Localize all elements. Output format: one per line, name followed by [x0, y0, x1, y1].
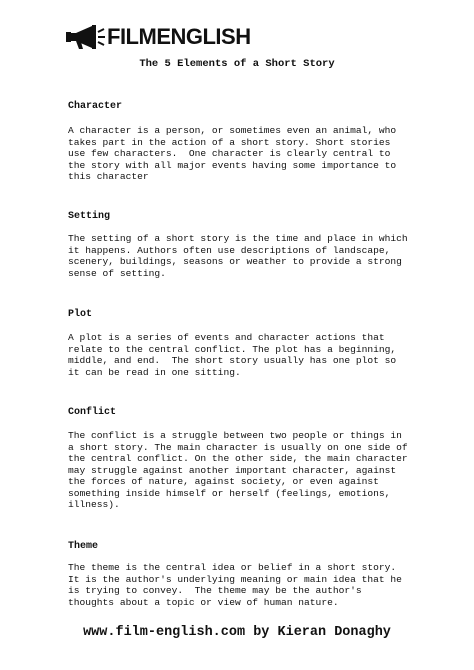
section-heading-plot: Plot [68, 309, 93, 320]
megaphone-icon [66, 24, 106, 50]
section-heading-setting: Setting [68, 211, 111, 222]
film-english-logo [66, 22, 256, 52]
section-body-conflict: The conflict is a struggle between two people or things in a short story. The main character is usually on one side of the central conflict. On the other side, the main character may struggle against another important character, against the forces of nature, against society, or even against something inside himself or herself (feelings, emotions, illness). [68, 430, 408, 510]
section-heading-theme: Theme [68, 541, 99, 552]
section-body-theme: The theme is the central idea or belief in a short story. It is the author's underlying meaning or main idea that he is trying to convey. The theme may be the author's thoughts about a topic or view of human nature. [68, 562, 402, 608]
footer-credit: www.film-english.com by Kieran Donaghy [83, 625, 391, 640]
logo-text: FILMENGLISH [107, 24, 251, 49]
section-body-plot: A plot is a series of events and character actions that relate to the central conflict. The plot has a beginning, middle, and end. The short story usually has one plot so it can be read in one sitting. [68, 332, 397, 378]
page-title: The 5 Elements of a Short Story [139, 58, 335, 70]
section-body-character: A character is a person, or sometimes even an animal, who takes part in the action of a short story. Short stories use few characters. One character is clearly central to the story with all major events having some importance to this character [68, 125, 397, 182]
section-heading-conflict: Conflict [68, 407, 117, 418]
section-heading-character: Character [68, 101, 123, 112]
section-body-setting: The setting of a short story is the time and place in which it happens. Authors often use descriptions of landscape, scenery, buildings, seasons or weather to provide a strong sense of setting. [68, 233, 408, 279]
